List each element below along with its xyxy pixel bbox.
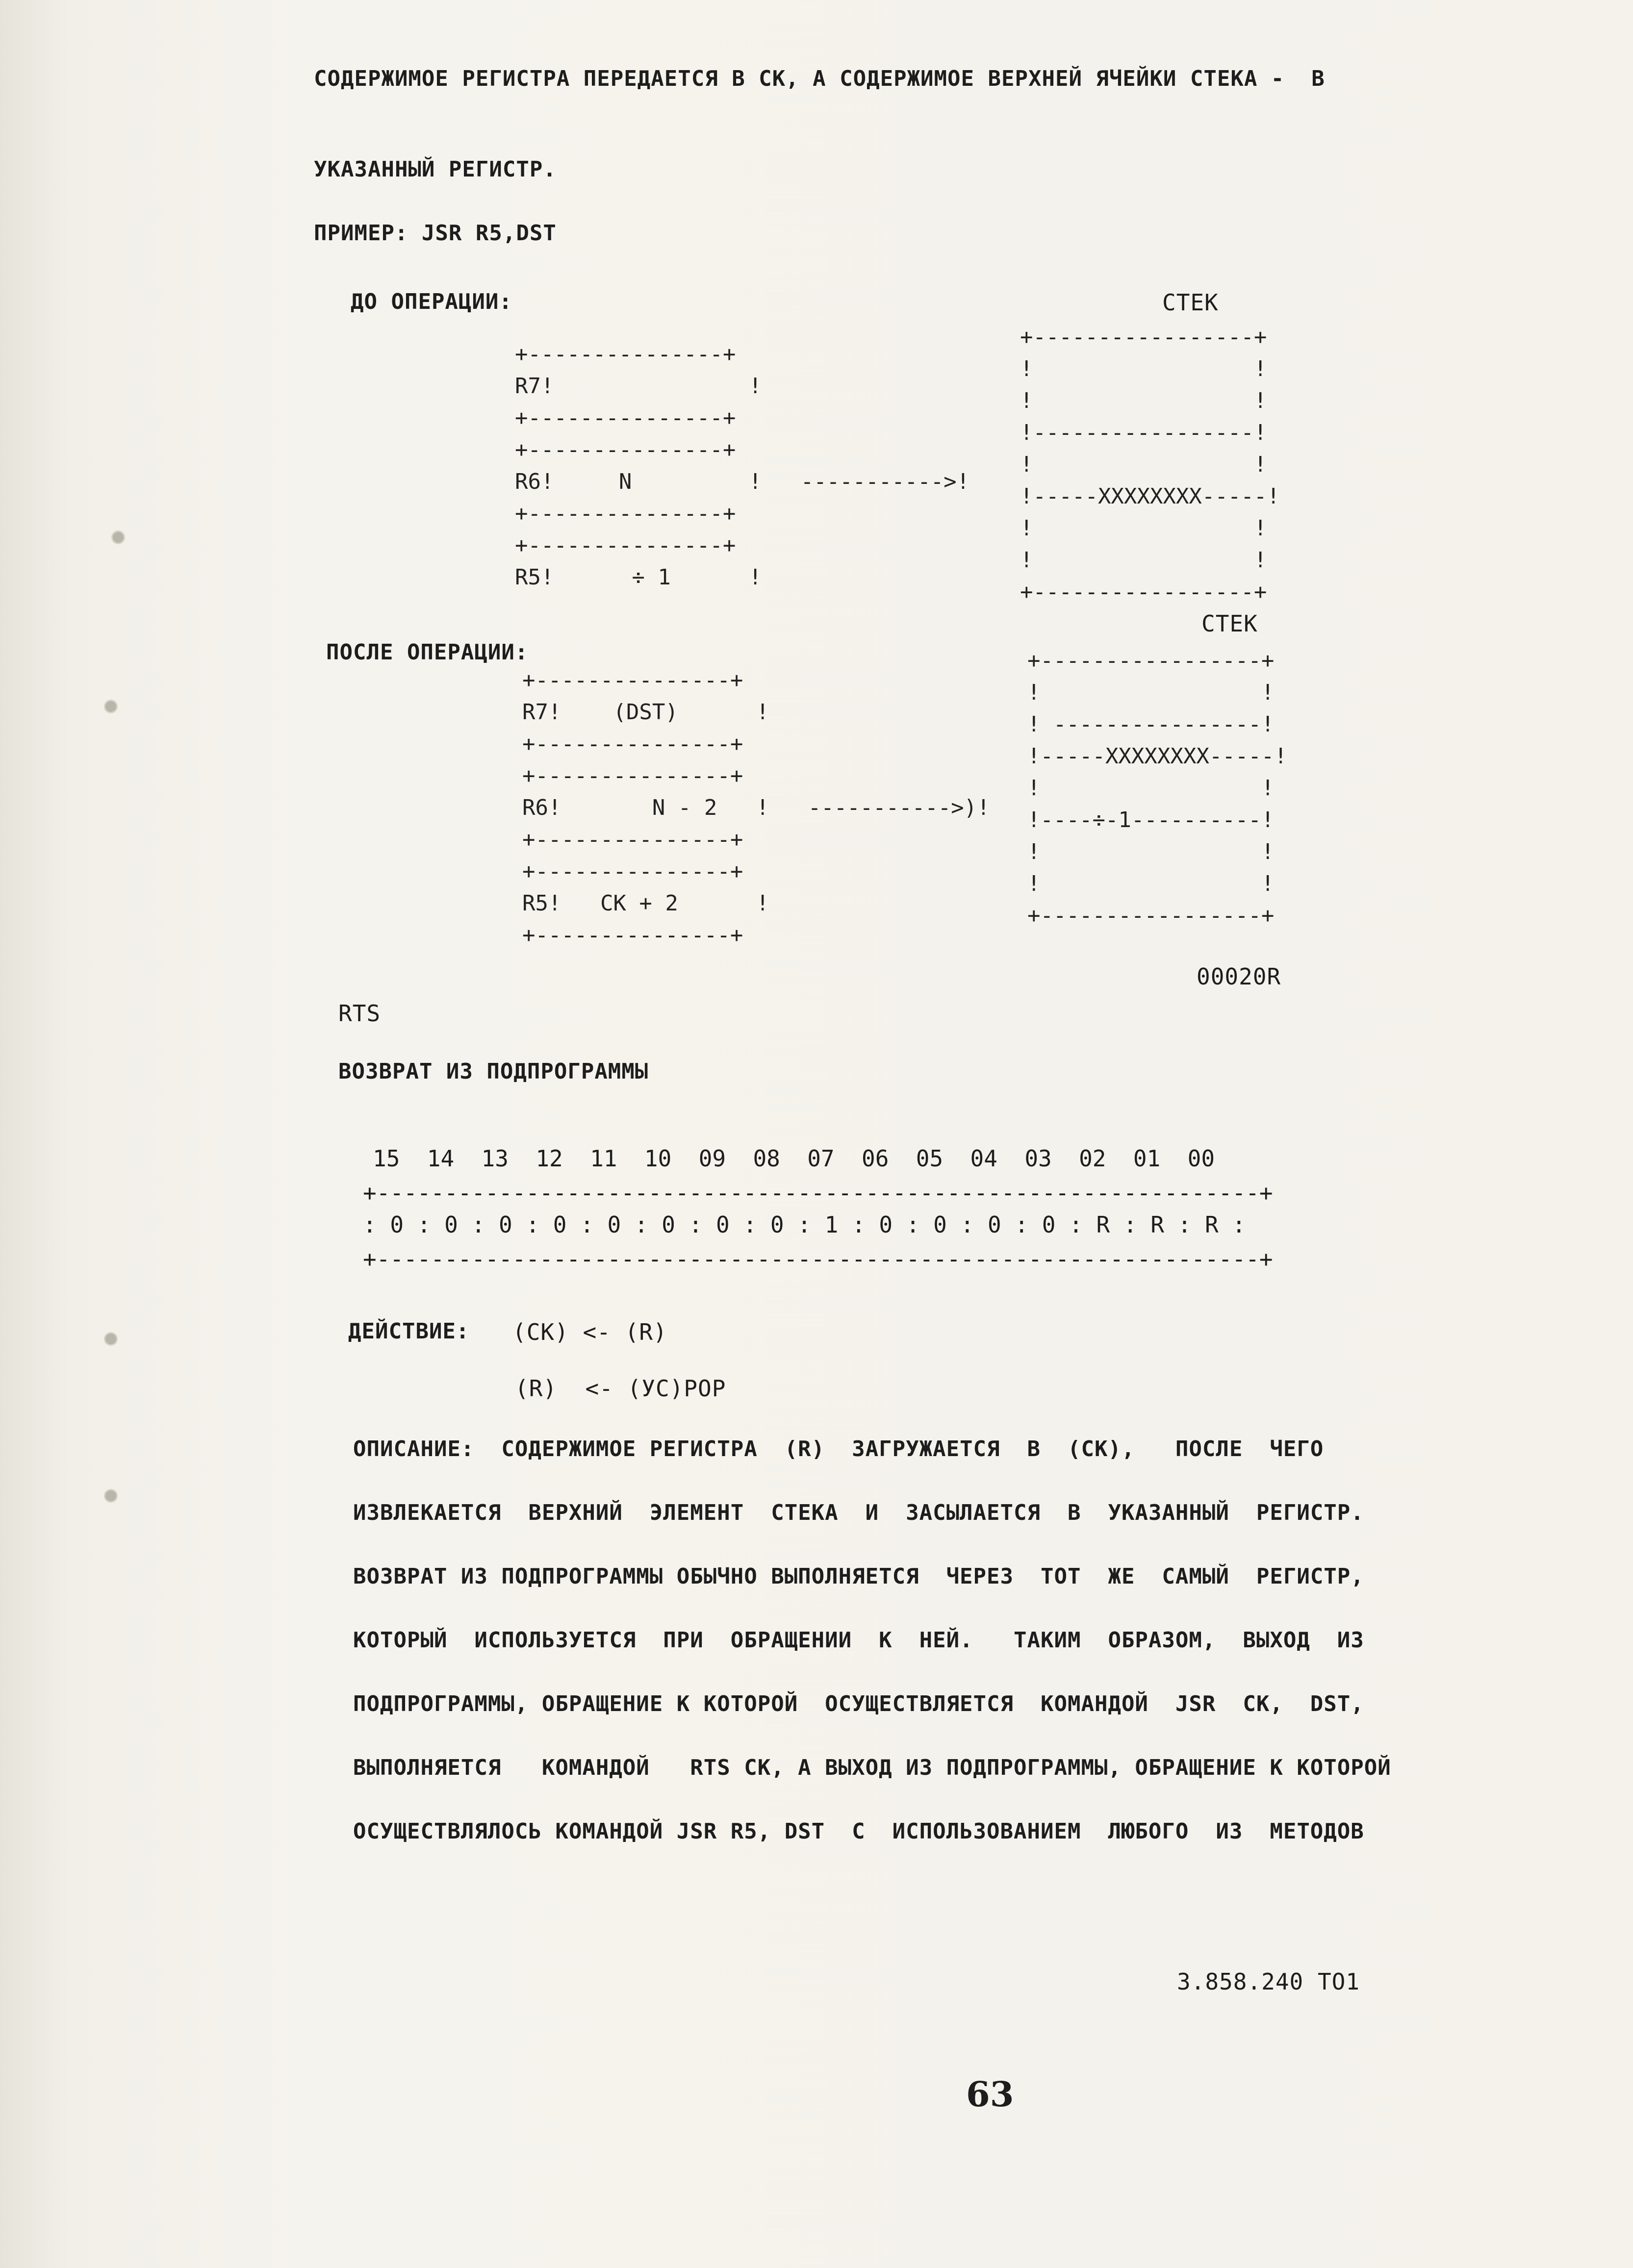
description-line-4: КОТОРЫЙ ИСПОЛЬЗУЕТСЯ ПРИ ОБРАЩЕНИИ К НЕЙ. ТАКИМ ОБРАЗОМ, ВЫХОД ИЗ [353, 1628, 1364, 1653]
description-line-3: ВОЗВРАТ ИЗ ПОДПРОГРАММЫ ОБЫЧНО ВЫПОЛНЯЕТСЯ ЧЕРЕЗ ТОТ ЖЕ САМЫЙ РЕГИСТР, [353, 1564, 1364, 1589]
action-label: ДЕЙСТВИЕ: [348, 1319, 470, 1344]
rts-mnemonic: RTS [338, 1000, 381, 1027]
example-line: ПРИМЕР: JSR R5,DST [314, 221, 557, 246]
after-label: ПОСЛЕ ОПЕРАЦИИ: [326, 640, 529, 665]
before-registers-diagram: +---------------+ R7! ! +---------------+ +---------------+ R6! N ! ----------->! +---------------+ +---------------+ R5! ÷ 1 ! [515, 342, 970, 590]
description-line-2: ИЗВЛЕКАЕТСЯ ВЕРХНИЙ ЭЛЕМЕНТ СТЕКА И ЗАСЫЛАЕТСЯ В УКАЗАННЫЙ РЕГИСТР. [353, 1500, 1364, 1525]
binder-hole [105, 1334, 116, 1344]
action-line-1: (СК) <- (R) [512, 1319, 667, 1345]
intro-line-1: СОДЕРЖИМОЕ РЕГИСТРА ПЕРЕДАЕТСЯ В СК, А СОДЕРЖИМОЕ ВЕРХНЕЙ ЯЧЕЙКИ СТЕКА - В [314, 66, 1325, 91]
rts-title: ВОЗВРАТ ИЗ ПОДПРОГРАММЫ [338, 1059, 649, 1084]
action-line-2: (R) <- (УС)POP [515, 1375, 726, 1402]
object-code: 00020R [1197, 963, 1281, 990]
after-stack-label: СТЕК [1201, 610, 1258, 637]
description-line-5: ПОДПРОГРАММЫ, ОБРАЩЕНИЕ К КОТОРОЙ ОСУЩЕСТВЛЯЕТСЯ КОМАНДОЙ JSR СК, DST, [353, 1691, 1364, 1716]
bit-table-top-border: +-----------------------------------------------------------------+ [363, 1180, 1273, 1206]
page-number: 63 [966, 2074, 1014, 2115]
binder-hole [105, 701, 116, 712]
intro-line-2: УКАЗАННЫЙ РЕГИСТР. [314, 157, 557, 182]
description-line-1: ОПИСАНИЕ: СОДЕРЖИМОЕ РЕГИСТРА (R) ЗАГРУЖАЕТСЯ В (СК), ПОСЛЕ ЧЕГО [353, 1436, 1324, 1462]
after-stack-diagram: +-----------------+ ! ! ! ----------------! !-----XXXXXXXX-----! ! ! !----÷-1----------! ! ! ! ! +-----------------+ [1027, 648, 1287, 928]
binder-hole [105, 1490, 116, 1501]
before-stack-diagram: +-----------------+ ! ! ! ! !-----------------! ! ! !-----XXXXXXXX-----! ! ! ! ! +-----------------+ [1020, 325, 1280, 605]
bit-values: : 0 : 0 : 0 : 0 : 0 : 0 : 0 : 0 : 1 : 0 : 0 : 0 : 0 : R : R : R : [363, 1211, 1246, 1238]
bit-table-bottom-border: +-----------------------------------------------------------------+ [363, 1246, 1273, 1272]
before-label: ДО ОПЕРАЦИИ: [351, 289, 512, 314]
binder-hole [113, 532, 124, 543]
description-line-6: ВЫПОЛНЯЕТСЯ КОМАНДОЙ RTS СК, А ВЫХОД ИЗ ПОДПРОГРАММЫ, ОБРАЩЕНИЕ К КОТОРОЙ [353, 1755, 1391, 1780]
document-number: 3.858.240 ТО1 [1177, 1968, 1360, 1995]
bit-numbers: 15 14 13 12 11 10 09 08 07 06 05 04 03 02 01 00 [373, 1145, 1215, 1172]
description-line-7: ОСУЩЕСТВЛЯЛОСЬ КОМАНДОЙ JSR R5, DST С ИСПОЛЬЗОВАНИЕМ ЛЮБОГО ИЗ МЕТОДОВ [353, 1819, 1364, 1844]
after-registers-diagram: +---------------+ R7! (DST) ! +---------------+ +---------------+ R6! N - 2 ! ----------->)! +---------------+ +---------------+ R5! СК + 2 ! +---------------+ [522, 668, 990, 948]
before-stack-label: СТЕК [1162, 289, 1219, 316]
